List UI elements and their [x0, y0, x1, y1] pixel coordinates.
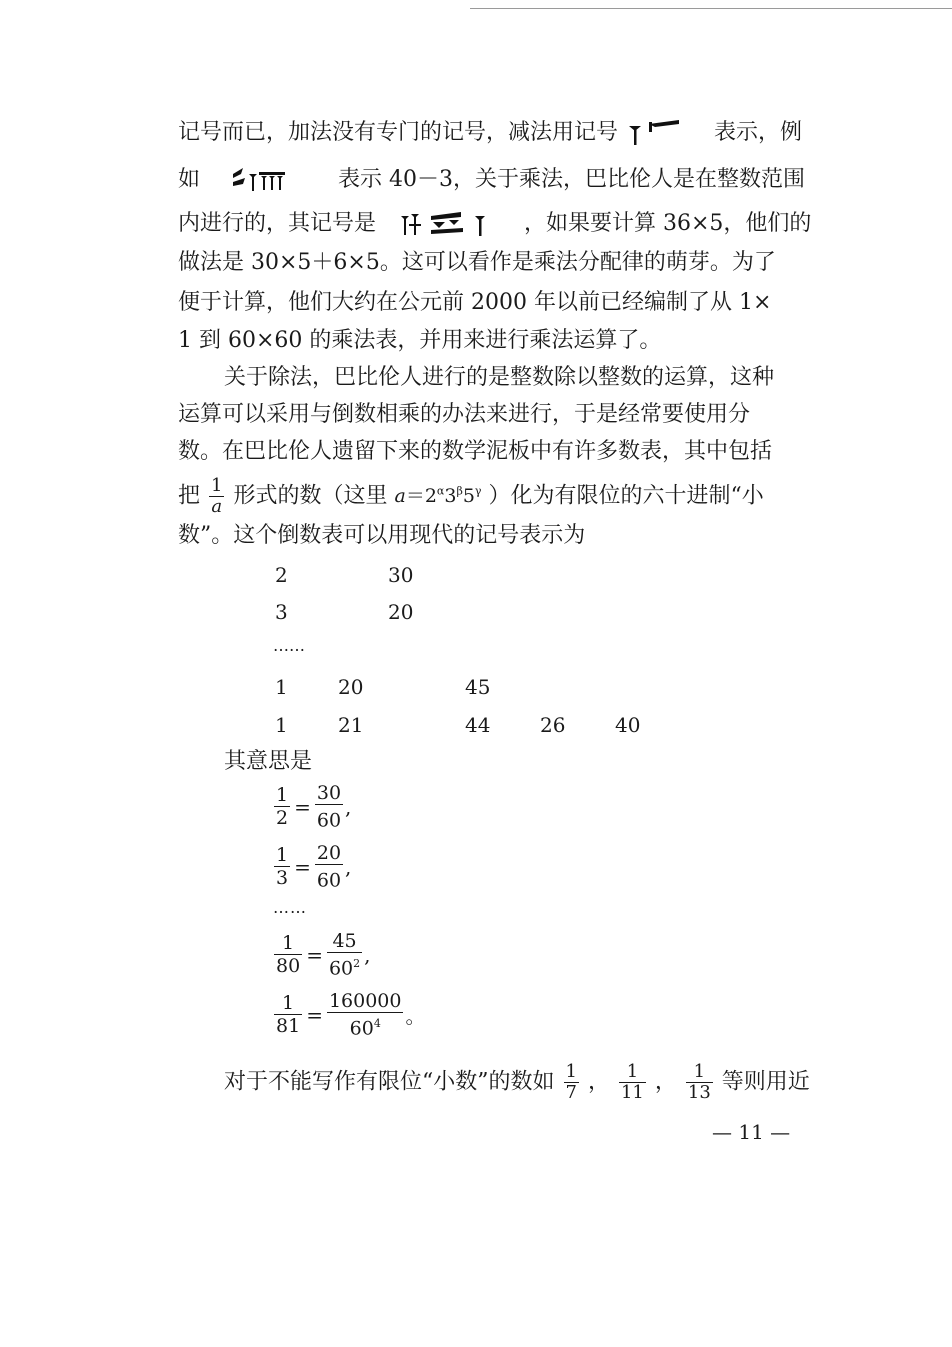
fraction [327, 990, 404, 1039]
text-line [178, 113, 802, 153]
fraction-numerator: 1 [686, 1062, 713, 1083]
equals-sign: = [306, 942, 323, 967]
equation [272, 930, 371, 979]
denominator-exponent: 2 [353, 957, 361, 970]
formula-base: 5 [462, 485, 475, 508]
text-segment: 对于不能写作有限位“小数”的数如 [224, 1069, 555, 1095]
equals-sign: = [306, 1002, 323, 1027]
table-cell: 45 [465, 675, 491, 699]
fraction-denominator [327, 953, 362, 979]
text-line: 数”。这个倒数表可以用现代的记号表示为 [178, 523, 586, 548]
fraction-denominator-text: a [211, 495, 223, 517]
equation [272, 782, 351, 831]
fraction [327, 930, 362, 979]
fraction [564, 1062, 579, 1103]
page-number: — 11 — [712, 1120, 791, 1144]
text-line [178, 160, 805, 200]
fraction [274, 992, 302, 1037]
text-segment: ，如果要计算 36×5，他们的 [524, 211, 812, 236]
punctuation: 。 [405, 1004, 426, 1029]
text-line: 1 到 60×60 的乘法表，并用来进行乘法运算了。 [178, 328, 662, 353]
denominator-base: 60 [349, 1017, 374, 1040]
formula-exponent: β [456, 485, 463, 498]
text-segment: 内进行的，其记号是 [178, 211, 377, 236]
formula-a [394, 485, 481, 507]
text-segment: ）化为有限位的六十进制“小 [488, 483, 764, 509]
fraction-numerator: 30 [316, 782, 342, 804]
fraction-denominator: 80 [276, 955, 301, 978]
denominator-exponent: 4 [373, 1017, 381, 1030]
table-cell: 1 [275, 713, 288, 737]
text-segment: 如 [178, 167, 201, 192]
fraction-numerator: 1 [211, 474, 223, 496]
text-line: 做法是 30×5＋6×5。这可以看作是乘法分配律的萌芽。为了 [178, 250, 776, 275]
text-segment: 表示 40－3，关于乘法，巴比伦人是在整数范围 [338, 167, 806, 192]
formula-base: 2 [424, 485, 437, 508]
fraction-denominator: 81 [276, 1015, 301, 1038]
text-segment: 形式的数（这里 [233, 483, 388, 509]
fraction-numerator: 20 [316, 842, 342, 864]
denominator-base: 60 [316, 869, 342, 892]
formula-exponent: α [436, 485, 445, 498]
table-cell: 21 [338, 713, 364, 737]
text-segment: 记号而已，加法没有专门的记号，减法用记号 [178, 120, 619, 145]
formula-base: 3 [444, 485, 457, 508]
fraction-numerator: 1 [274, 932, 302, 955]
fraction [209, 476, 224, 517]
fraction-numerator: 1 [276, 784, 289, 807]
fraction-numerator: 1 [274, 992, 302, 1015]
text-line [178, 472, 764, 517]
table-ellipsis: …… [273, 636, 305, 655]
table-cell: 1 [275, 675, 288, 699]
meaning-label: 其意思是 [224, 749, 313, 774]
text-segment: 把 [178, 483, 201, 509]
fraction [274, 784, 290, 829]
denominator-base: 60 [316, 809, 342, 832]
table-cell: 40 [615, 713, 641, 737]
fraction-numerator: 45 [327, 930, 362, 953]
text-line: 数。在巴比伦人遗留下来的数学泥板中有许多数表，其中包括 [178, 439, 773, 464]
fraction [274, 932, 302, 977]
fraction-denominator: 3 [276, 867, 289, 890]
punctuation: ， [587, 1069, 610, 1095]
fraction-denominator [209, 497, 224, 517]
text-line [178, 204, 811, 244]
fraction-numerator: 160000 [328, 990, 402, 1012]
text-line: 关于除法，巴比伦人进行的是整数除以整数的运算，这种 [224, 365, 775, 390]
fraction [686, 1062, 713, 1103]
equals-sign: = [294, 794, 311, 819]
denominator-base: 60 [328, 957, 354, 980]
fraction-denominator: 7 [565, 1082, 577, 1103]
table-cell: 20 [338, 675, 364, 699]
fraction-denominator: 2 [276, 807, 289, 830]
table-cell: 20 [388, 600, 414, 624]
table-cell: 30 [388, 563, 414, 587]
top-rule [470, 8, 952, 9]
fraction [274, 844, 290, 889]
punctuation: , [345, 854, 352, 879]
equation [272, 990, 425, 1039]
fraction [619, 1062, 646, 1103]
punctuation: , [345, 794, 352, 819]
table-cell: 26 [540, 713, 566, 737]
fraction [315, 782, 343, 831]
text-line [224, 1062, 810, 1103]
text-segment: 等则用近 [721, 1069, 810, 1095]
fraction [315, 842, 343, 891]
text-segment: 表示，例 [714, 120, 803, 145]
fraction-denominator [315, 805, 343, 831]
formula-equals: ＝ [405, 485, 425, 508]
fraction-denominator [327, 1013, 404, 1039]
fraction-denominator: 13 [687, 1082, 711, 1103]
fraction-denominator [315, 865, 343, 891]
table-cell: 44 [465, 713, 491, 737]
punctuation: , [364, 942, 371, 967]
cuneiform-multiplication-icon [397, 208, 507, 240]
punctuation: ， [654, 1069, 677, 1095]
equation-ellipsis: …… [273, 898, 307, 917]
fraction-numerator: 1 [619, 1062, 646, 1083]
text-line: 便于计算，他们大约在公元前 2000 年以前已经编制了从 1× [178, 290, 772, 315]
table-cell: 2 [275, 563, 288, 587]
fraction-numerator: 1 [276, 844, 289, 867]
formula-variable: a [394, 485, 406, 508]
cuneiform-subtraction-icon [625, 118, 685, 148]
text-line: 运算可以采用与倒数相乘的办法来进行，于是经常要使用分 [178, 402, 751, 427]
equation [272, 842, 351, 891]
fraction-numerator: 1 [565, 1061, 577, 1082]
equals-sign: = [294, 854, 311, 879]
fraction-denominator: 11 [620, 1082, 644, 1103]
table-cell: 3 [275, 600, 288, 624]
formula-exponent: γ [474, 485, 482, 498]
cuneiform-40-minus-3-icon [227, 164, 307, 196]
